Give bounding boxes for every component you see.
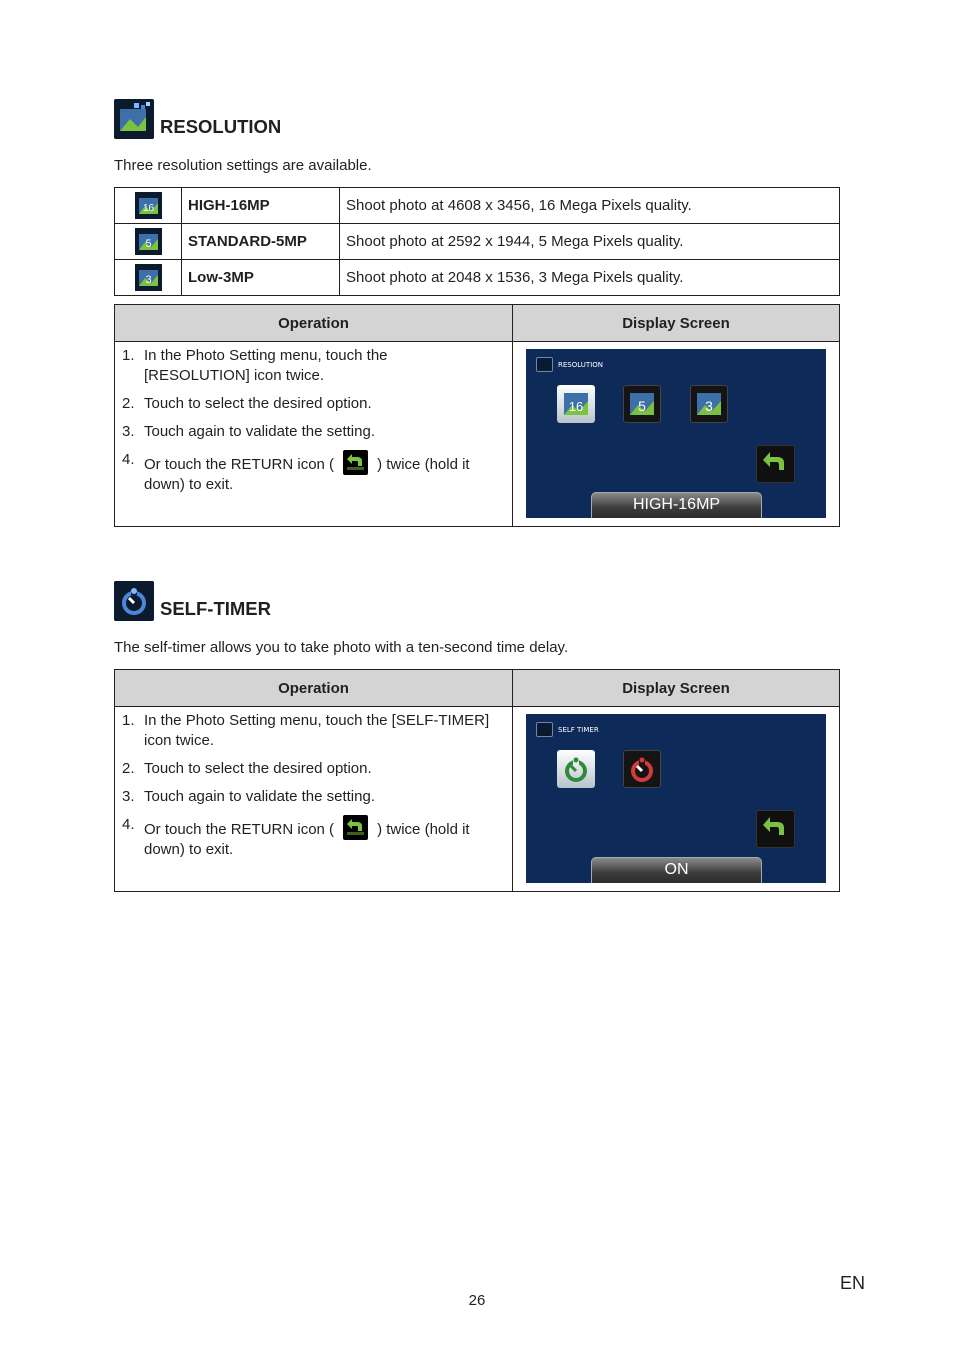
option-description: Shoot photo at 4608 x 3456, 16 Mega Pixels quality. — [340, 188, 840, 224]
resolution-16mp-option[interactable] — [557, 385, 595, 423]
self-timer-icon — [536, 722, 553, 737]
operation-steps — [115, 707, 512, 859]
display-screen-header: Display Screen — [513, 305, 840, 342]
list-item: 3. Touch again to validate the setting. — [122, 422, 375, 440]
option-description: Shoot photo at 2592 x 1944, 5 Mega Pixels quality. — [340, 224, 840, 260]
resolution-heading — [114, 99, 281, 139]
page-number: 26 — [468, 1292, 486, 1309]
resolution-operation-table — [114, 304, 840, 527]
screen-header: SELF TIMER — [558, 725, 599, 734]
resolution-16mp-icon — [135, 192, 162, 219]
self-timer-intro: The self-timer allows you to take photo with a ten-second time delay. — [114, 639, 569, 656]
list-item: 4. Or touch the RETURN icon ( ) twice (hold it down) to exit. — [122, 450, 470, 493]
self-timer-off-option[interactable] — [623, 750, 661, 788]
resolution-3mp-icon — [135, 264, 162, 291]
svg-text:3: 3 — [144, 274, 152, 286]
table-row — [115, 188, 840, 224]
svg-text:5: 5 — [638, 398, 646, 414]
return-button[interactable] — [756, 445, 795, 483]
resolution-3mp-option[interactable] — [690, 385, 728, 423]
resolution-5mp-option[interactable] — [623, 385, 661, 423]
self-timer-heading — [114, 581, 271, 621]
selected-option-label: ON — [591, 857, 762, 883]
svg-text:16: 16 — [568, 399, 584, 414]
return-button[interactable] — [756, 810, 795, 848]
table-row — [115, 224, 840, 260]
screen-header: RESOLUTION — [558, 360, 604, 369]
self-timer-section-icon — [114, 581, 154, 621]
resolution-options-table — [114, 187, 840, 296]
operation-steps — [115, 342, 512, 494]
self-timer-operation-table — [114, 669, 840, 892]
svg-text:5: 5 — [144, 238, 152, 250]
resolution-display-screen — [526, 349, 826, 518]
operation-header: Operation — [115, 670, 513, 707]
display-screen-header: Display Screen — [513, 670, 840, 707]
return-icon — [343, 450, 368, 475]
option-name: HIGH-16MP — [182, 188, 340, 224]
resolution-title: RESOLUTION — [160, 116, 282, 137]
list-item: 2. Touch to select the desired option. — [122, 394, 372, 412]
option-name: Low-3MP — [182, 260, 340, 296]
resolution-icon — [536, 357, 553, 372]
list-item: 2. Touch to select the desired option. — [122, 759, 372, 777]
list-item: 3. Touch again to validate the setting. — [122, 787, 375, 805]
self-timer-on-option[interactable] — [557, 750, 595, 788]
option-description: Shoot photo at 2048 x 1536, 3 Mega Pixels quality. — [340, 260, 840, 296]
self-timer-display-screen — [526, 714, 826, 883]
language-label: EN — [840, 1273, 866, 1293]
list-item: 4. Or touch the RETURN icon ( ) twice (hold it down) to exit. — [122, 815, 470, 858]
resolution-section-icon — [114, 99, 154, 139]
svg-text:3: 3 — [705, 398, 713, 414]
operation-header: Operation — [115, 305, 513, 342]
return-icon — [343, 815, 368, 840]
table-row — [115, 260, 840, 296]
list-item: 1. In the Photo Setting menu, touch the [SELF-TIMER] icon twice. — [122, 712, 490, 749]
self-timer-title: SELF-TIMER — [160, 598, 271, 619]
svg-text:16: 16 — [142, 203, 154, 214]
list-item: 1. In the Photo Setting menu, touch the [RESOLUTION] icon twice. — [122, 347, 388, 384]
resolution-5mp-icon — [135, 228, 162, 255]
resolution-intro: Three resolution settings are available. — [114, 157, 372, 174]
option-name: STANDARD-5MP — [182, 224, 340, 260]
selected-option-label: HIGH-16MP — [591, 492, 762, 518]
